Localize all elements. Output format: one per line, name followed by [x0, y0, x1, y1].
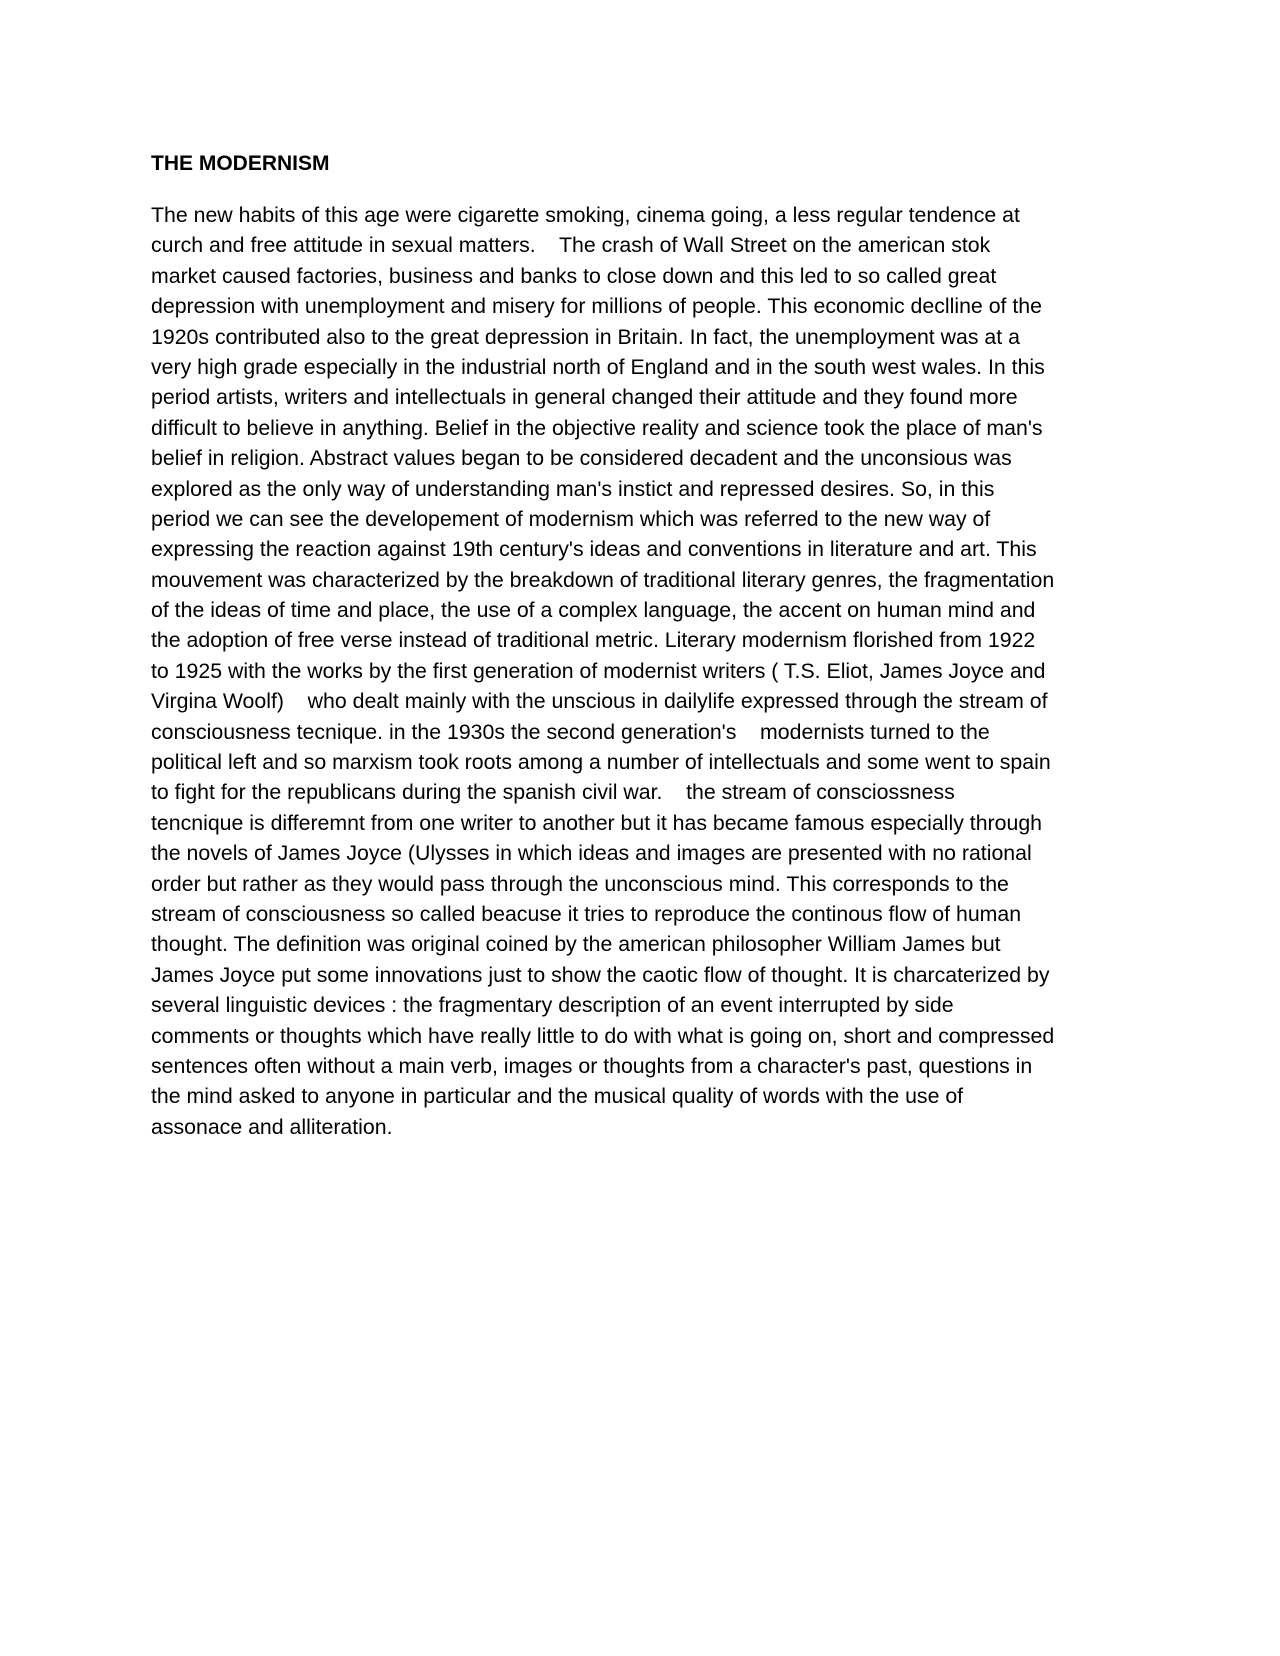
body-line: the novels of James Joyce (Ulysses in which ideas and images are presented with no rational: [151, 841, 1032, 866]
body-line: thought. The definition was original coined by the american philosopher William James but: [151, 932, 1001, 957]
body-line: to 1925 with the works by the first generation of modernist writers ( T.S. Eliot, James Joyce and: [151, 658, 1046, 683]
body-line: The new habits of this age were cigarette smoking, cinema going, a less regular tendence at: [151, 203, 1020, 227]
body-line: of the ideas of time and place, the use of a complex language, the accent on human mind and: [151, 598, 1036, 623]
body-line: explored as the only way of understanding man's instict and repressed desires. So, in this: [151, 476, 995, 501]
body-line: very high grade especially in the industrial north of England and in the south west wales. In this: [151, 354, 1045, 379]
body-line: period we can see the developement of modernism which was referred to the new way of: [151, 506, 991, 531]
body-line: Virgina Woolf) who dealt mainly with the unscious in dailylife expressed through the stream of: [151, 689, 1048, 714]
body-line: to fight for the republicans during the spanish civil war. the stream of consciossness: [151, 780, 955, 805]
document-body: [151, 200, 1151, 1142]
body-line: curch and free attitude in sexual matters. The crash of Wall Street on the american stok: [151, 233, 991, 258]
body-line: market caused factories, business and banks to close down and this led to so called great: [151, 263, 997, 288]
body-line: James Joyce put some innovations just to show the caotic flow of thought. It is charcaterized by: [151, 962, 1050, 987]
body-line: several linguistic devices : the fragmentary description of an event interrupted by side: [151, 993, 954, 1018]
body-line: depression with unemployment and misery for millions of people. This economic declline of the: [151, 294, 1042, 319]
body-line: order but rather as they would pass through the unconscious mind. This corresponds to the: [151, 871, 1009, 896]
body-line: 1920s contributed also to the great depression in Britain. In fact, the unemployment was at a: [151, 324, 1020, 349]
body-line: expressing the reaction against 19th century's ideas and conventions in literature and art. This: [151, 537, 1037, 562]
body-line: the adoption of free verse instead of traditional metric. Literary modernism florished from 1922: [151, 628, 1036, 653]
body-line: political left and so marxism took roots among a number of intellectuals and some went to spain: [151, 750, 1051, 775]
document-title: THE MODERNISM: [151, 152, 330, 175]
body-line: tencnique is differemnt from one writer to another but it has became famous especially through: [151, 810, 1043, 835]
body-line: difficult to believe in anything. Belief in the objective reality and science took the place of man's: [151, 415, 1043, 440]
body-line: the mind asked to anyone in particular and the musical quality of words with the use of: [151, 1084, 964, 1109]
body-line: stream of consciousness so called beacuse it tries to reproduce the continous flow of human: [151, 901, 1022, 926]
body-line: mouvement was characterized by the breakdown of traditional literary genres, the fragmentation: [151, 567, 1055, 592]
body-line: comments or thoughts which have really little to do with what is going on, short and compressed: [151, 1023, 1055, 1048]
body-line: belief in religion. Abstract values began to be considered decadent and the unconsious was: [151, 446, 1012, 471]
body-line: sentences often without a main verb, images or thoughts from a character's past, questions in: [151, 1053, 1033, 1078]
body-line: assonace and alliteration.: [151, 1114, 393, 1139]
body-line: consciousness tecnique. in the 1930s the second generation's modernists turned to the: [151, 719, 990, 744]
body-line: period artists, writers and intellectuals in general changed their attitude and they found more: [151, 385, 1018, 410]
